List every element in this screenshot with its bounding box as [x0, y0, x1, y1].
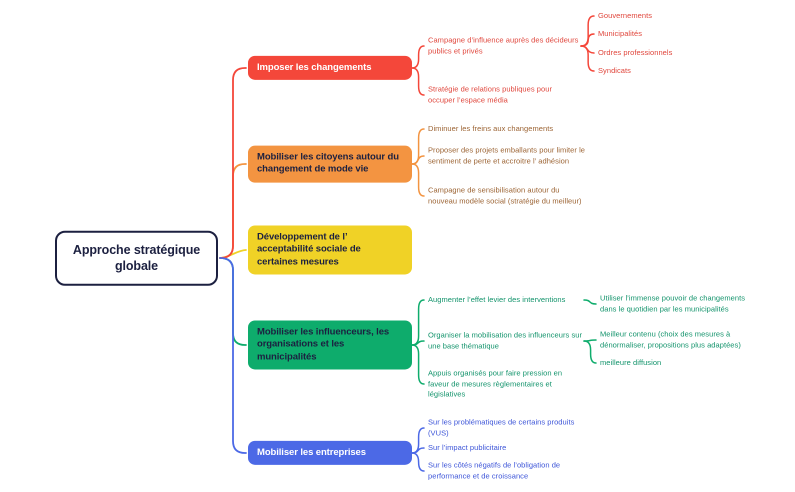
topic-cotes-negatifs[interactable]: Sur les côtés négatifs de l’obligation de performance et de croissance — [428, 460, 561, 480]
topic-problematiques-produits[interactable]: Sur les problématiques de certains produits (VUS) — [428, 417, 575, 437]
branch-node-mobiliser-citoyens[interactable] — [248, 146, 412, 183]
connector-orange — [412, 164, 424, 196]
connector-green — [412, 300, 424, 345]
topic-meilleur-contenu[interactable]: Meilleur contenu (choix des mesures à dénormaliser, propositions plus adaptées) — [600, 329, 741, 349]
topic-campagne-influence[interactable]: Campagne d’influence auprès des décideurs publics et privés — [428, 35, 579, 55]
branch-node-acceptabilite-sociale[interactable] — [248, 225, 412, 274]
branch-node-label: Développement de l’ acceptabilité sociale de certaines mesures — [257, 231, 361, 268]
root-node-label: Approche stratégique globale — [72, 242, 201, 273]
topic-projets-emballants[interactable]: Proposer des projets emballants pour limiter le sentiment de perte et accroitre l’ adhésion — [428, 145, 586, 165]
connector-red — [412, 68, 424, 95]
branch-node-label: Imposer les changements — [257, 61, 372, 73]
connector-green — [584, 341, 596, 363]
topic-meilleure-diffusion[interactable]: meilleure diffusion — [600, 357, 662, 367]
topic-appuis-organises[interactable]: Appuis organisés pour faire pression en faveur de mesures règlementaires et législatives — [428, 368, 563, 399]
topic-pouvoir-municipalites[interactable]: Utiliser l’immense pouvoir de changements dans le quotidien par les municipalités — [600, 293, 746, 313]
topic-municipalites[interactable]: Municipalités — [598, 28, 643, 38]
topic-impact-publicitaire[interactable]: Sur l’impact publicitaire — [428, 442, 507, 452]
branch-node-mobiliser-influenceurs[interactable] — [248, 320, 412, 369]
topic-gouvernements[interactable]: Gouvernements — [598, 10, 653, 20]
topic-mobilisation-influenceurs[interactable]: Organiser la mobilisation des influenceurs sur une base thématique — [428, 330, 583, 350]
branch-node-label: Mobiliser les citoyens autour du changement de mode vie — [257, 151, 399, 175]
connector-blue — [412, 453, 424, 471]
branch-node-label: Mobiliser les influenceurs, les organisations et les municipalités — [257, 326, 390, 363]
topic-syndicats[interactable]: Syndicats — [598, 65, 631, 75]
branch-node-imposer-changements[interactable] — [248, 56, 412, 80]
connector-red — [412, 46, 424, 68]
topic-effet-levier[interactable]: Augmenter l’effet levier des interventions — [428, 294, 566, 304]
topic-ordres-professionnels[interactable]: Ordres professionnels — [598, 47, 673, 57]
branch-node-mobiliser-entreprises[interactable] — [248, 441, 412, 465]
connector-red — [220, 68, 246, 258]
connector-blue — [412, 428, 424, 453]
topic-campagne-sensibilisation[interactable]: Campagne de sensibilisation autour du nouveau modèle social (stratégie du meilleur) — [428, 185, 582, 205]
topic-strategie-relations-publiques[interactable]: Stratégie de relations publiques pour occuper l’espace média — [428, 84, 553, 104]
branch-node-label: Mobiliser les entreprises — [257, 446, 366, 458]
topic-diminuer-freins[interactable]: Diminuer les freins aux changements — [428, 123, 554, 133]
connector-green — [412, 345, 424, 384]
connector-blue — [220, 258, 246, 453]
root-node[interactable] — [55, 231, 218, 286]
